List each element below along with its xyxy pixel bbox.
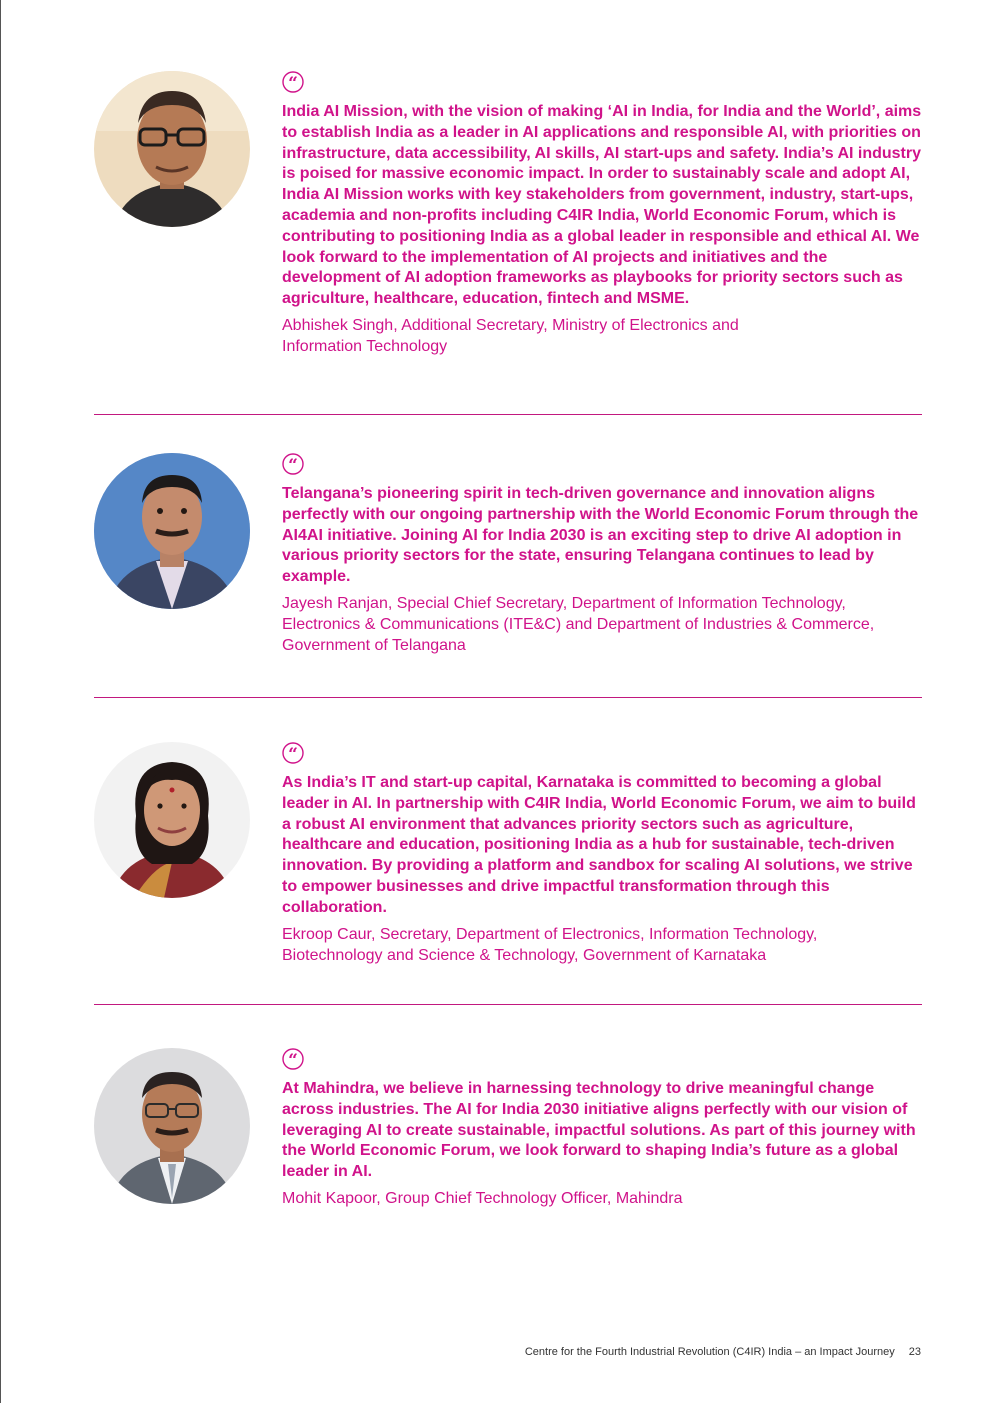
quote-attribution: Jayesh Ranjan, Special Chief Secretary, Department of Information Technology, Electronics & Communications (ITE&C) and Department of Industries & Commerce, Government of Telangana xyxy=(282,594,875,654)
portrait-image xyxy=(94,71,250,227)
portrait-image xyxy=(94,1048,250,1204)
section-divider xyxy=(94,414,922,415)
quote-block-4 xyxy=(94,1048,922,1228)
quote-mark-icon xyxy=(282,1048,304,1070)
quote-text: As India’s IT and start-up capital, Karnataka is committed to becoming a global leader in AI. In partnership with C4IR India, World Economic Forum, we aim to build a robust AI environment that advances priority sectors such as agriculture, healthcare and education, positioning India as a hub for sustainable, tech-driven innovation. By providing a platform and sandbox for scaling AI solutions, we strive to empower businesses and drive impactful transformation through this collaboration. xyxy=(282,774,916,916)
page-footer xyxy=(525,1346,921,1358)
avatar-portrait xyxy=(94,742,250,898)
avatar-portrait xyxy=(94,71,250,227)
quote-attribution: Abhishek Singh, Additional Secretary, Ministry of Electronics and Information Technology xyxy=(282,316,739,355)
quote-mark-icon xyxy=(282,71,304,93)
svg-text:“: “ xyxy=(288,1050,298,1070)
quote-content xyxy=(282,71,922,357)
quote-text: Telangana’s pioneering spirit in tech-driven governance and innovation aligns perfectly with our ongoing partnership with the World Economic Forum through the AI4AI initiative. Joining AI for India 2030 is an exciting step to drive AI adoption in various priority sectors for the state, ensuring Telangana continues to lead by example. xyxy=(282,485,919,586)
quote-text: At Mahindra, we believe in harnessing technology to drive meaningful change across industries. The AI for India 2030 initiative aligns perfectly with our vision of leveraging AI to create sustainable, impactful solutions. As part of this journey with the World Economic Forum, we look forward to shaping India’s future as a global leader in AI. xyxy=(282,1080,916,1181)
section-divider xyxy=(94,1004,922,1005)
quote-mark-icon xyxy=(282,453,304,475)
quote-content xyxy=(282,742,922,966)
quote-block-1 xyxy=(94,71,922,391)
svg-text:“: “ xyxy=(288,455,298,475)
section-divider xyxy=(94,697,922,698)
quote-block-3 xyxy=(94,742,922,982)
page-number: 23 xyxy=(908,1346,921,1358)
footer-title: Centre for the Fourth Industrial Revolution (C4IR) India – an Impact Journey xyxy=(524,1346,895,1358)
quote-mark-icon xyxy=(282,742,304,764)
page-edge-line xyxy=(0,0,1,1403)
quote-content xyxy=(282,453,922,656)
avatar-portrait xyxy=(94,1048,250,1204)
quote-attribution: Ekroop Caur, Secretary, Department of Electronics, Information Technology, Biotechnology and Science & Technology, Government of Karnataka xyxy=(282,925,818,964)
quote-block-2 xyxy=(94,453,922,673)
avatar-portrait xyxy=(94,453,250,609)
svg-text:“: “ xyxy=(288,744,298,764)
portrait-image xyxy=(94,742,250,898)
svg-text:“: “ xyxy=(288,73,298,93)
portrait-image xyxy=(94,453,250,609)
quote-text: India AI Mission, with the vision of making ‘AI in India, for India and the World’, aims to establish India as a leader in AI applications and responsible AI, with priorities on infrastructure, data accessibility, AI skills, AI start-ups and safety. India’s AI industry is poised for massive economic impact. In order to sustainably scale and adopt AI, India AI Mission works with key stakeholders from government, industry, start-ups, academia and non-profits including C4IR India, World Economic Forum, which is contributing to positioning India as a global leader in responsible and ethical AI. We look forward to the implementation of AI projects and initiatives and the development of AI adoption frameworks as playbooks for priority sectors such as agriculture, healthcare, education, fintech and MSME. xyxy=(282,103,922,308)
quote-content xyxy=(282,1048,922,1209)
quote-attribution: Mohit Kapoor, Group Chief Technology Officer, Mahindra xyxy=(282,1189,683,1207)
